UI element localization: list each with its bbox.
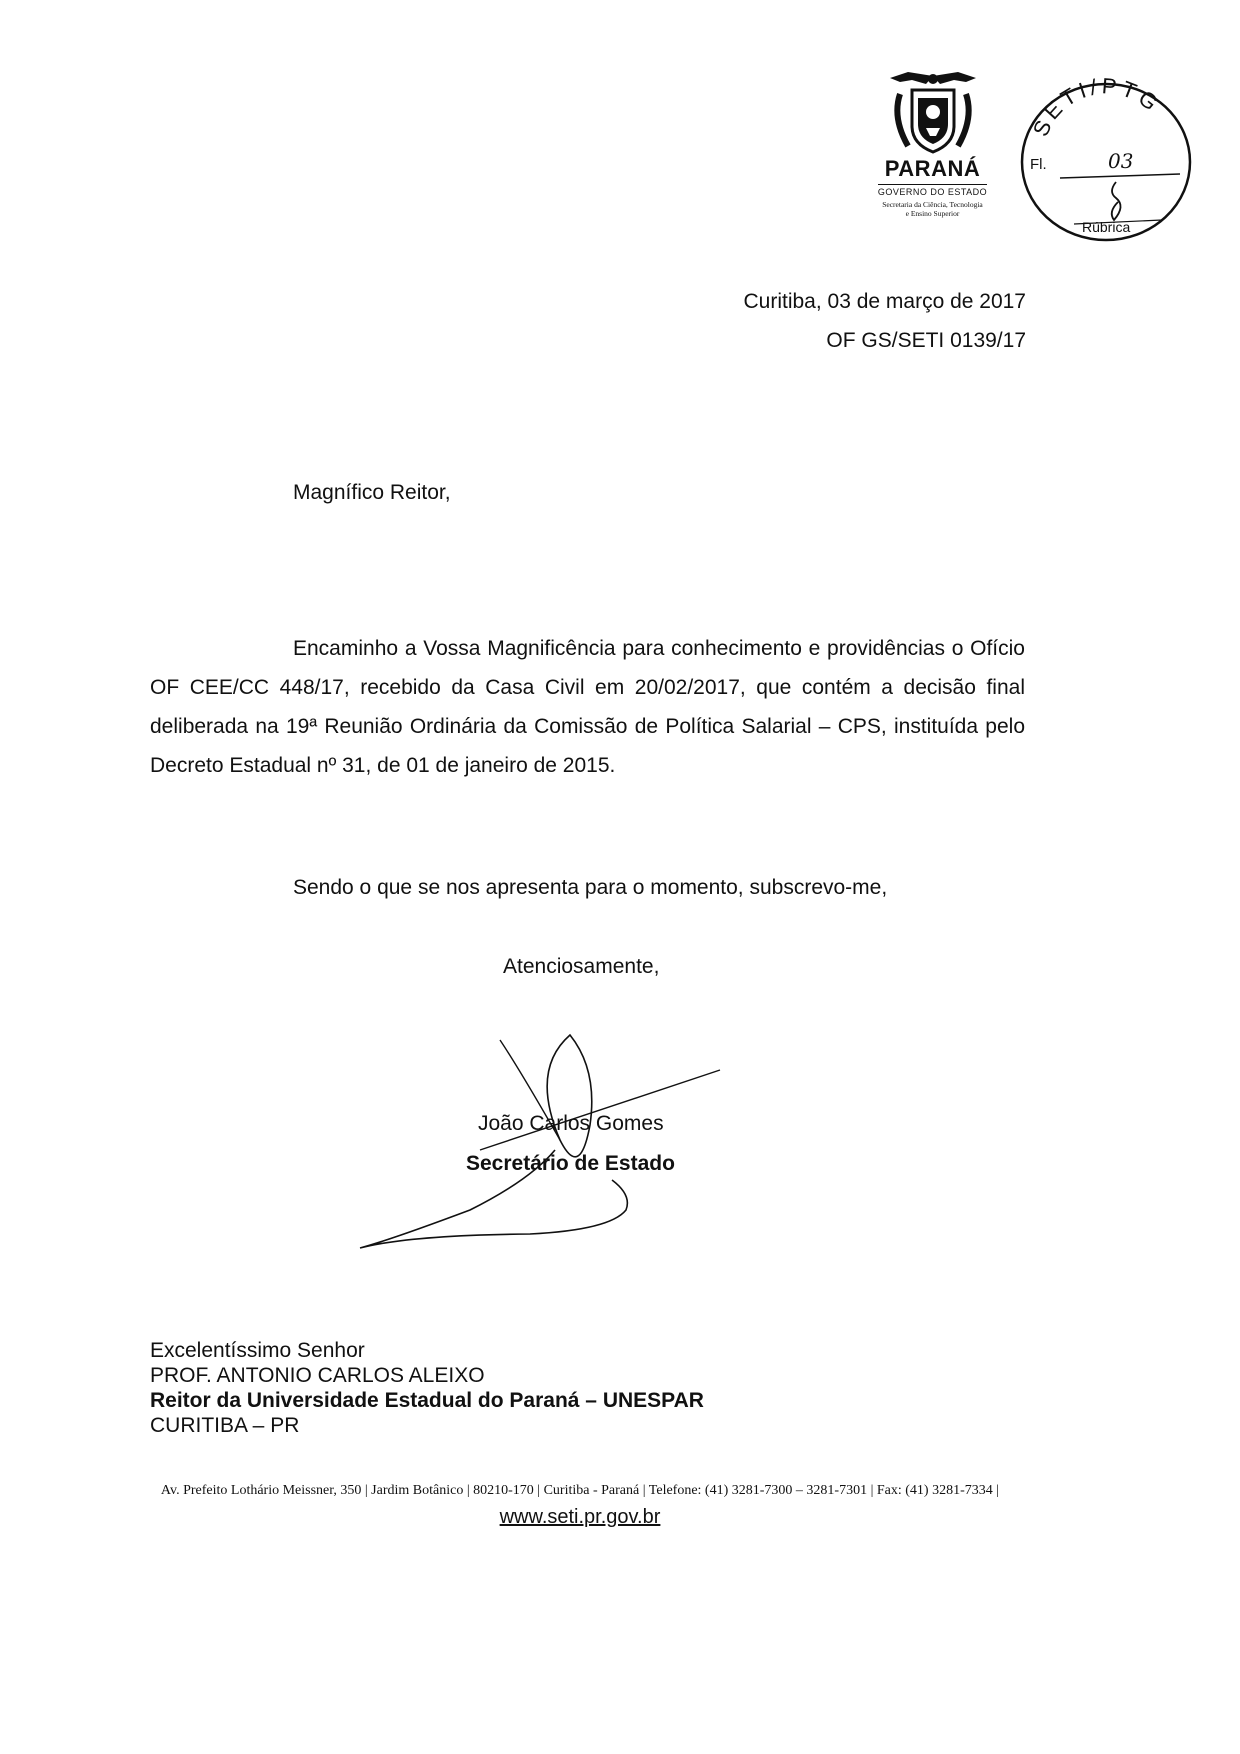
secretariat-line-1: Secretaria da Ciência, Tecnologia: [882, 200, 983, 209]
regards-line: Atenciosamente,: [503, 955, 660, 978]
secretariat-line-2: e Ensino Superior: [905, 209, 960, 218]
signer-name: João Carlos Gomes: [478, 1112, 664, 1135]
handwritten-signature: [350, 1030, 730, 1260]
letter-reference: OF GS/SETI 0139/17: [826, 329, 1026, 352]
closing-line: Sendo o que se nos apresenta para o momento, subscrevo-me,: [293, 876, 888, 899]
government-line: GOVERNO DO ESTADO: [878, 184, 987, 197]
state-coat-of-arms-icon: [878, 68, 988, 158]
svg-text:SETI/PTG: [1028, 74, 1166, 140]
stamp-rubrica-label: Rúbrica: [1082, 219, 1131, 235]
addressee-role: Reitor da Universidade Estadual do Paraná – UNESPAR: [150, 1389, 704, 1412]
state-name: PARANÁ: [884, 156, 981, 181]
letterhead: [850, 68, 1015, 218]
addressee-line-1: Excelentíssimo Senhor: [150, 1339, 365, 1362]
addressee-city: CURITIBA – PR: [150, 1414, 300, 1437]
signer-title: Secretário de Estado: [466, 1152, 675, 1175]
footer-website-link[interactable]: www.seti.pr.gov.br: [499, 1506, 661, 1528]
body-paragraph: Encaminho a Vossa Magnificência para conhecimento e providências o Ofício OF CEE/CC 448/17, recebido da Casa Civil em 20/02/2017, que contém a decisão final deliberada na 19ª Reunião Ordinária da Comissão de Política Salarial – CPS, instituída pelo Decreto Estadual nº 31, de 01 de janeiro de 2015.: [150, 637, 1025, 777]
letter-date: Curitiba, 03 de março de 2017: [743, 290, 1026, 313]
protocol-stamp: [1012, 74, 1202, 244]
stamp-fl-label: Fl.: [1030, 156, 1047, 173]
footer-address: Av. Prefeito Lothário Meissner, 350 | Jardim Botânico | 80210-170 | Curitiba - Paraná | Telefone: (41) 3281-7300 – 3281-7301 | Fax: (41) 3281-7334 |: [160, 1483, 1000, 1498]
stamp-header-text: SETI/PTG: [1027, 74, 1166, 141]
addressee-block: [150, 1338, 704, 1438]
salutation: Magnífico Reitor,: [293, 481, 451, 504]
stamp-page-number: 03: [1108, 149, 1134, 173]
footer: [130, 1478, 1030, 1533]
addressee-name: PROF. ANTONIO CARLOS ALEIXO: [150, 1364, 485, 1387]
